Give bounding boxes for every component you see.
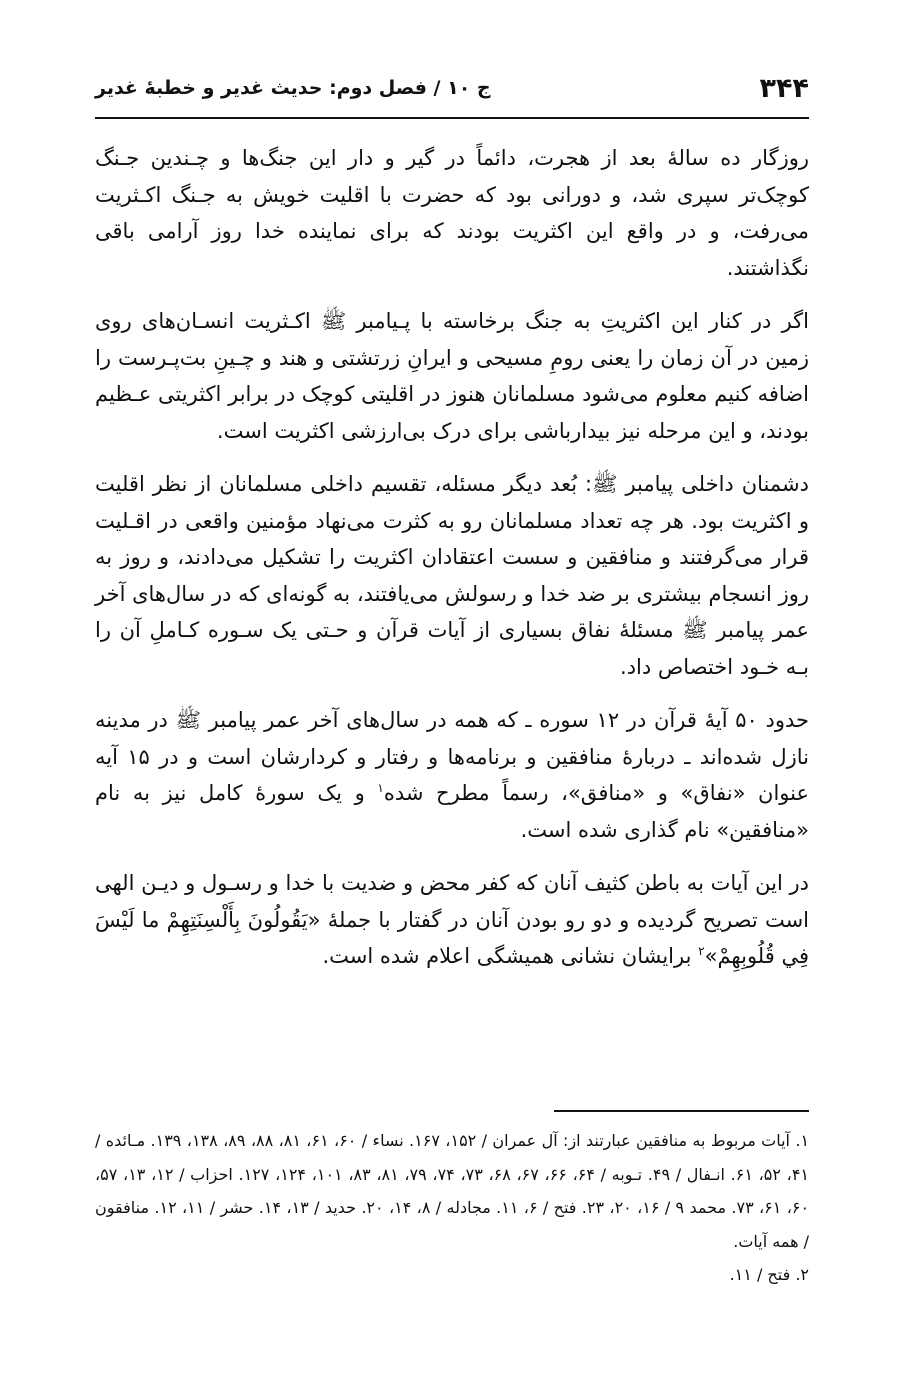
paragraph-2: [95, 303, 809, 449]
footnotes: [95, 1124, 809, 1292]
footnote-reference-2[interactable]: ۲: [698, 944, 705, 958]
paragraph-5: [95, 865, 809, 975]
paragraph-text-continued: برایشان نشانی همیشگی اعلام شده است.: [322, 944, 699, 968]
running-title: ج ۱۰ / فصل دوم: حدیث غدیر و خطبهٔ غدیر: [95, 77, 491, 99]
page-number: ۳۴۴: [759, 72, 809, 104]
paragraph-text: اگر در کنار این اکثریتِ به جنگ برخاسته با پـیامبر ﷺ اکـثریت انسـان‌های روی زمین در آن زمان را یعنی رومِ مسیحی و ایرانِ زرتشتی و هند و چـینِ بت‌پـرست را اضافه کنیم معلوم می‌شود مسلمانان هنوز در اقلیتی کوچک در برابر اکثریتی عـظیم بودند، و این مرحله نیز بیدارباشی برای درک بی‌ارزشی اکثریت است.: [95, 309, 809, 443]
paragraph-text: در این آیات به باطن کثیف آنان که کفر محض و ضدیت با خدا و رسـول و دیـن الهی است تصریح گردیده و دو رو بودن آنان در گفتار با جملهٔ «يَقُولُونَ بِأَلْسِنَتِهِمْ ما لَيْسَ فِي قُلُوبِهِمْ»: [95, 871, 809, 968]
body-text: [95, 140, 809, 975]
paragraph-text: دشمنان داخلی پیامبر ﷺ: بُعد دیگر مسئله، تقسیم داخلی مسلمانان از نظر اقلیت و اکثریت بود. هر چه تعداد مسلمانان رو به کثرت می‌نهاد مؤمنین واقعی در اقـلیت قرار می‌گرفتند و منافقین و سست اعتقادان اکثریت را تشکیل می‌دادند، و روز به روز انسجام بیشتری بر ضد خدا و رسولش می‌یافتند، به گونه‌ای که در سال‌های آخر عمر پیامبر ﷺ مسئلهٔ نفاق بسیاری از آیات قرآن و حـتی یک سـوره کـاملِ آن را بـه خـود اختصاص داد.: [95, 472, 809, 679]
paragraph-text-continued: و یک سورهٔ کامل نیز به نام «منافقین» نام گذاری شده است.: [95, 781, 809, 842]
paragraph-4: [95, 702, 809, 848]
paragraph-text: حدود ۵۰ آیهٔ قرآن در ۱۲ سوره ـ که همه در سال‌های آخر عمر پیامبر ﷺ در مدینه نازل شده‌اند ـ دربارهٔ منافقین و برنامه‌ها و رفتار و کردارشان است و در ۱۵ آیه عنوان «نفاق» و «منافق»، رسماً مطرح شده: [95, 708, 810, 805]
footnote-divider: [554, 1110, 809, 1112]
footnote-2: ۲. فتح / ۱۱.: [729, 1265, 809, 1284]
paragraph-3: [95, 466, 809, 685]
paragraph-1: [95, 140, 809, 286]
page-header: [95, 62, 809, 114]
header-rule: [95, 117, 809, 119]
footnote-reference-1[interactable]: ۱: [377, 781, 384, 795]
paragraph-text: روزگار ده سالهٔ بعد از هجرت، دائماً در گیر و دار این جنگ‌ها و چـندین جـنگ کوچک‌تر سپری شد، و دورانی بود که حضرت با اقلیت خویش به جـنگ اکـثریت می‌رفت، و در واقع این اکثریت بودند که برای نماینده خدا روز آرامی باقی نگذاشتند.: [95, 146, 809, 280]
footnote-1: ۱. آیات مربوط به منافقین عبارتند از: آل عمران / ۱۵۲، ۱۶۷. نساء / ۶۰، ۶۱، ۸۱، ۸۸، ۸۹، ۱۳۸، ۱۳۹. مـائده / ۴۱، ۵۲، ۶۱. انـفال / ۴۹. تـوبه / ۶۴، ۶۶، ۶۷، ۶۸، ۷۳، ۷۴، ۷۹، ۸۱، ۸۳، ۱۰۱، ۱۲۴، ۱۲۷. احزاب / ۱۲، ۱۳، ۵۷، ۶۰، ۶۱، ۷۳. محمد ۹ / ۱۶، ۲۰، ۲۳. فتح / ۶، ۱۱. مجادله / ۸، ۱۴، ۲۰. حدید / ۱۳، ۱۴. حشر / ۱۱، ۱۲. منافقون / همه آیات.: [95, 1131, 810, 1251]
